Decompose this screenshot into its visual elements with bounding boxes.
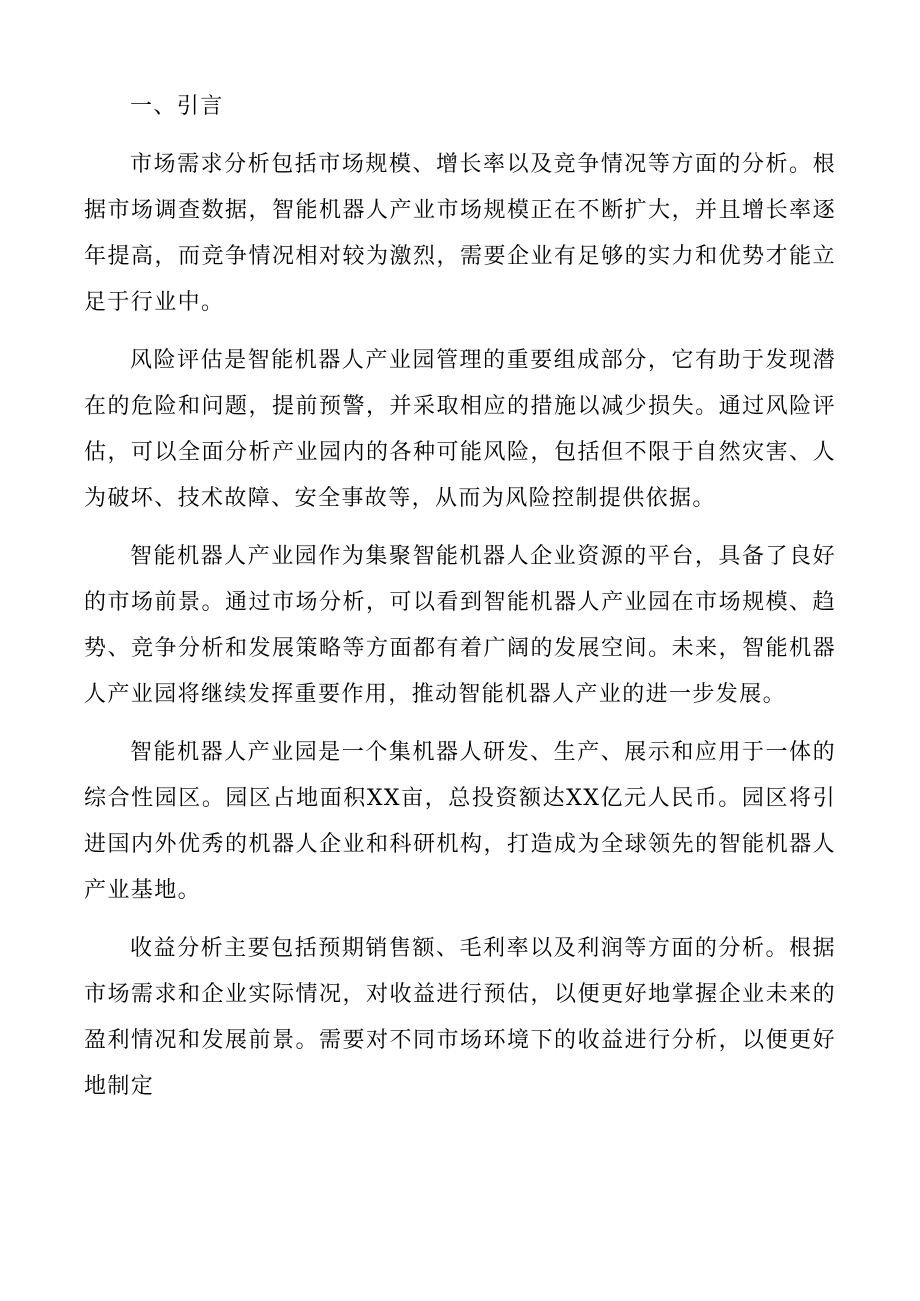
paragraph-revenue-analysis: 收益分析主要包括预期销售额、毛利率以及利润等方面的分析。根据市场需求和企业实际情况，对收益进行预估，以便更好地掌握企业未来的盈利情况和发展前景。需要对不同市场环境下的收益进行分析，以便更好地制定 bbox=[84, 936, 836, 1099]
paragraph-park-overview: 智能机器人产业园是一个集机器人研发、生产、展示和应用于一体的综合性园区。园区占地面积XX亩，总投资额达XX亿元人民币。园区将引进国内外优秀的机器人企业和科研机构，打造成为全球领先的智能机器人产业基地。 bbox=[84, 740, 836, 903]
paragraph-market-demand: 市场需求分析包括市场规模、增长率以及竞争情况等方面的分析。根据市场调查数据，智能机器人产业市场规模正在不断扩大，并且增长率逐年提高，而竞争情况相对较为激烈，需要企业有足够的实力和优势才能立足于行业中。 bbox=[84, 152, 836, 315]
document-page bbox=[84, 84, 836, 1122]
paragraph-risk-assessment: 风险评估是智能机器人产业园管理的重要组成部分，它有助于发现潜在的危险和问题，提前预警，并采取相应的措施以减少损失。通过风险评估，可以全面分析产业园内的各种可能风险，包括但不限于自然灾害、人为破坏、技术故障、安全事故等，从而为风险控制提供依据。 bbox=[84, 348, 836, 511]
section-heading: 一、引言 bbox=[130, 94, 224, 119]
paragraph-market-prospects: 智能机器人产业园作为集聚智能机器人企业资源的平台，具备了良好的市场前景。通过市场分析，可以看到智能机器人产业园在市场规模、趋势、竞争分析和发展策略等方面都有着广阔的发展空间。未来，智能机器人产业园将继续发挥重要作用，推动智能机器人产业的进一步发展。 bbox=[84, 544, 836, 707]
